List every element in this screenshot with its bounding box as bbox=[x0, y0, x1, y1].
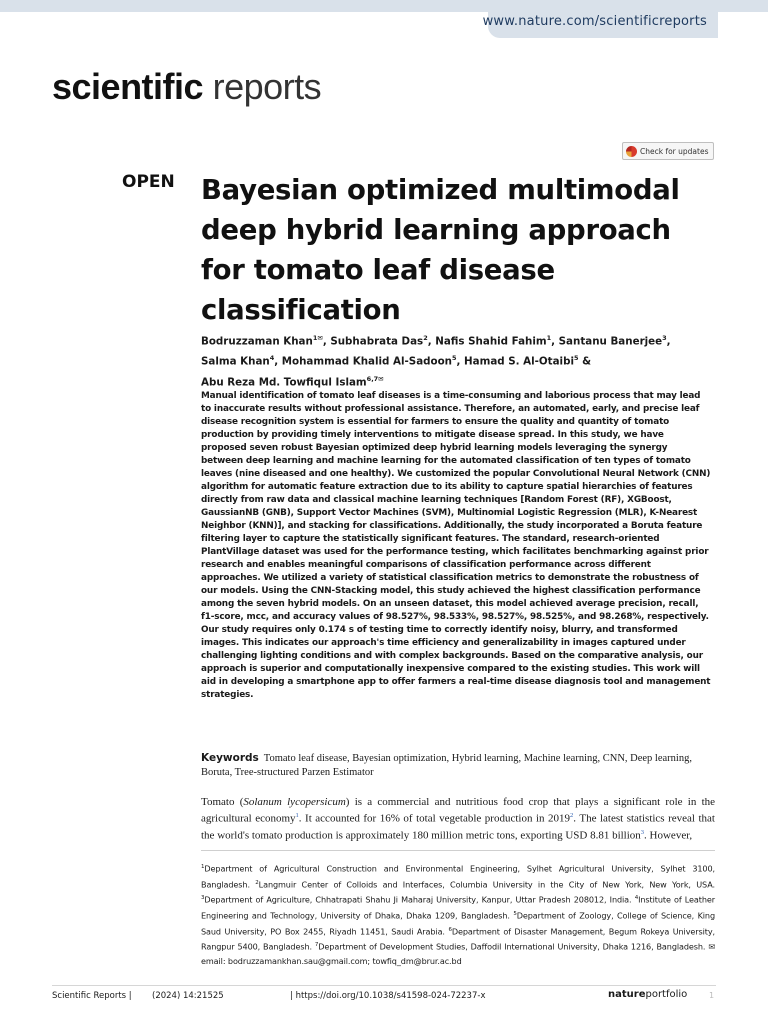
author-name[interactable]: Salma Khan bbox=[201, 355, 270, 368]
affiliation-text: Institute of Leather Engineering and Technology, University of Dhaka, Dhaka 1209, Bangladesh. bbox=[201, 895, 715, 921]
crossmark-icon bbox=[626, 146, 637, 157]
footer-volume: (2024) 14:21525 bbox=[152, 991, 224, 1001]
author-name[interactable]: Nafis Shahid Fahim bbox=[435, 335, 547, 348]
intro-text: ) is a commercial and nutritious food crop that plays a significant role in the agricultural economy bbox=[201, 796, 716, 825]
affiliations bbox=[201, 860, 715, 968]
publisher-logo-bold: nature bbox=[608, 989, 646, 1000]
publisher-logo-light: portfolio bbox=[645, 989, 688, 1000]
intro-text: . It accounted for 16% of total vegetable production in 2019 bbox=[298, 812, 571, 825]
keywords-text: Tomato leaf disease, Bayesian optimization, Hybrid learning, Machine learning, CNN, Deep learning, Boruta, Tree-structured Parzen Estimator bbox=[201, 753, 692, 778]
journal-url[interactable]: www.nature.com/scientificreports bbox=[482, 14, 707, 29]
affiliation-number: 5 bbox=[513, 911, 517, 918]
affiliation-text: Department of Agriculture, Chhatrapati Shahu Ji Maharaj University, Kanpur, Uttar Pradesh 208012, India. bbox=[204, 895, 632, 906]
affiliation-text: Langmuir Center of Colloids and Interfaces, Columbia University in the City of New York, New York, USA. bbox=[258, 879, 715, 890]
author-affiliation: 1 bbox=[546, 334, 552, 342]
footer-divider bbox=[52, 985, 716, 986]
keywords-label: Keywords bbox=[201, 752, 259, 764]
reference-link[interactable]: 1 bbox=[295, 812, 299, 819]
intro-text: . However, bbox=[644, 829, 693, 842]
publisher-logo bbox=[608, 989, 687, 1000]
affiliation-number: 2 bbox=[255, 879, 259, 886]
open-access-label: OPEN bbox=[122, 172, 175, 192]
affiliation-number: 6 bbox=[448, 926, 452, 933]
species-name: Solanum lycopersicum bbox=[243, 796, 346, 808]
brand-bold: scientific bbox=[52, 66, 204, 107]
affiliation-text: Department of Disaster Management, Begum Rokeya University, Rangpur 5400, Bangladesh. bbox=[201, 926, 715, 953]
author-name[interactable]: Bodruzzaman Khan bbox=[201, 335, 313, 348]
affiliation-text: Department of Development Studies, Daffodil International University, Dhaka 1216, Bangladesh. bbox=[318, 942, 706, 953]
reference-link[interactable]: 3 bbox=[640, 828, 645, 836]
abstract: Manual identification of tomato leaf diseases is a time-consuming and laborious process that may lead to inaccurate results without professional assistance. Therefore, an automated, early, and precise leaf disease recognition system is essential for farmers to ensure the quality and quantity of tomato production by providing timely interventions to mitigate disease spread. In this study, we have proposed seven robust Bayesian optimized deep hybrid learning models leveraging the synergy between deep learning and machine learning for the automated classification of ten types of tomato leaves (nine diseased and one healthy). We customized the popular Convolutional Neural Network (CNN) algorithm for automatic feature extraction due to its ability to capture spatial hierarchies of features directly from raw data and classical machine learning techniques [Random Forest (RF), XGBoost, GaussianNB (GNB), Support Vector Machines (SVM), Multinomial Logistic Regression (MLR), K-Nearest Neighbor (KNN)], and stacking for classifications. Additionally, the study incorporated a Boruta feature filtering layer to capture the statistically significant features. The standard, research-oriented PlantVillage dataset was used for the performance testing, which facilitates benchmarking against prior research and enables meaningful comparisons of classification performance across different approaches. We utilized a variety of statistical classification metrics to demonstrate the robustness of our models. Using the CNN-Stacking model, this study achieved the highest classification performance among the seven hybrid models. On an unseen dataset, this model achieved average precision, recall, f1-score, mcc, and accuracy values of 98.527%, 98.533%, 98.527%, 98.525%, and 98.268%, respectively. Our study requires only 0.174 s of testing time to correctly identify noisy, blurry, and transformed images. This indicates our approach's time efficiency and generalizability in images captured under challenging lighting conditions and with complex backgrounds. Based on the comparative analysis, our approach is superior and computationally inexpensive compared to the existing studies. This work will aid in developing a smartphone app to offer farmers a real-time disease diagnosis tool and management strategies. bbox=[201, 391, 711, 700]
brand-light: reports bbox=[212, 66, 322, 107]
author-affiliation: 5 bbox=[573, 354, 579, 363]
intro-text: Tomato ( bbox=[201, 796, 244, 808]
footer-journal: Scientific Reports | bbox=[52, 991, 132, 1001]
author-affiliation: 1✉ bbox=[312, 334, 323, 342]
affiliation-number: 1 bbox=[201, 864, 205, 870]
author-list: Bodruzzaman Khan$^{1✉}$, Subhabrata Das$^2$, Nafis Shahid Fahim$^1$, Santanu Banerjee$^3$, Salma Khan$^4$, Mohammad Khalid Al-Sadoon$^5$, Hamad S. Al-Otaibi$^5$ & Abu Reza Md. Towfiqul Islam$^{6,7✉}$ bbox=[201, 334, 671, 389]
author-affiliation: 3 bbox=[662, 334, 667, 342]
page-number: 1 bbox=[709, 991, 715, 1000]
keywords-section bbox=[201, 751, 711, 780]
footnote-divider bbox=[201, 850, 715, 851]
journal-brand bbox=[52, 66, 321, 108]
affiliation-number: 4 bbox=[634, 895, 639, 902]
affiliation-number: 7 bbox=[314, 942, 319, 949]
footer-doi-link[interactable]: | https://doi.org/10.1038/s41598-024-72237-x bbox=[290, 991, 486, 1001]
reference-link[interactable]: 2 bbox=[570, 812, 574, 819]
introduction-paragraph bbox=[201, 796, 715, 842]
author-affiliation: 6,7✉ bbox=[366, 374, 384, 383]
intro-text: . The latest statistics reveal that the world's tomato production is approximately 180 million metric tons, exporting USD 8.81 billion bbox=[201, 812, 715, 842]
author-name[interactable]: Mohammad Khalid Al-Sadoon bbox=[281, 355, 453, 368]
author-affiliation: 4 bbox=[269, 354, 275, 363]
author-name[interactable]: Hamad S. Al-Otaibi bbox=[464, 355, 574, 368]
author-name[interactable]: Subhabrata Das bbox=[330, 335, 424, 348]
author-name[interactable]: Santanu Banerjee bbox=[558, 335, 663, 348]
author-affiliation: 2 bbox=[423, 334, 428, 342]
email-line[interactable]: ✉email: bodruzzamankhan.sau@gmail.com; towfiq_dm@brur.ac.bd bbox=[201, 942, 715, 967]
check-for-updates-button[interactable] bbox=[622, 142, 714, 160]
affiliation-number: 3 bbox=[201, 895, 205, 902]
author-name[interactable]: Abu Reza Md. Towfiqul Islam bbox=[201, 376, 367, 389]
article-title: Bayesian optimized multimodal deep hybrid learning approach for tomato leaf disease classification bbox=[201, 174, 680, 326]
check-for-updates-label: Check for updates bbox=[640, 146, 709, 156]
affiliation-text: Department of Agricultural Construction and Environmental Engineering, Sylhet Agricultural University, Sylhet 3100, Bangladesh. bbox=[201, 863, 715, 890]
affiliation-text: Department of Zoology, College of Science, King Saud University, PO Box 2455, Riyadh 11451, Saudi Arabia. bbox=[201, 910, 715, 937]
author-affiliation: 5 bbox=[452, 354, 457, 363]
